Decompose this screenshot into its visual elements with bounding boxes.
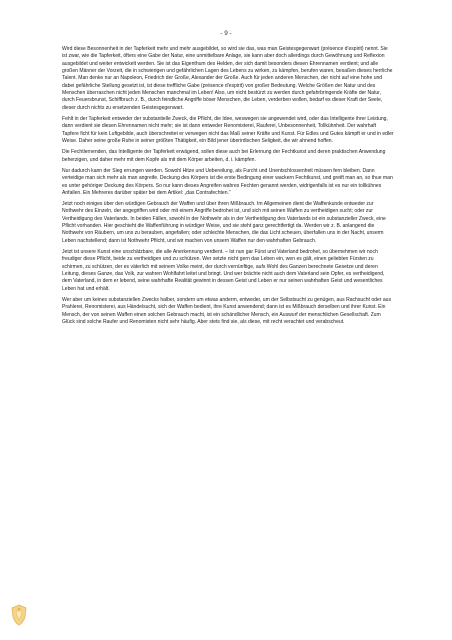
- page-number: - 9 -: [220, 30, 232, 37]
- paragraph-2: Fehlt in der Tapferkeit entweder der substantielle Zweck, die Pflicht, die Idee, weswegen sie angewendet wird, oder das Intelligente ihrer Leistung, dann verdient sie diesen Ehrennamen nicht mehr; sie ist dann entweder Renomisterei, Rauferei, Unbesonnenheit, Tollkühnheit. Der wahrhaft Tapfere ficht für kein Luftgebilde, auch überschreitet er verwegen nicht das Maß seiner Kräfte und Kunst. Für Edles und Gutes kämpft er und in edler Weise. Daher seine große Ruhe in seiner größten Thätigkeit, ein Bild jener überirdischen Seligkeit, die wir ahnend hoffen.: [62, 115, 394, 145]
- paragraph-7: Wer aber um keines substanziellen Zwecks halber, sondern um etwas anderm, entweder, um der Selbstsucht zu genügen, aus Rachsucht oder aus Prahlerei, Renomisterei, aus Händelsucht, sich der Waffen bedient, ihre Kunst anwendend; dann ist es Mißbrauch derselben und ihrer Kunst. Ein Mensch, der von seinen Waffen einen solchen Gebrauch macht, ist ein schändlicher Mensch, ein Auswurf der menschlichen Gesellschaft. Zum Glück sind solche Raufer und Renomisten nicht sehr häufig. Aber stets find sie, als diese, mit recht verachtet und verabscheut.: [62, 297, 391, 326]
- paragraph-5: Jetzt noch einiges über den würdigen Gebrauch der Waffen und über ihren Mißbrauch. Im Allgemeinen dient die Waffenkunde entweder zur Nothwehr des Einzeln, der angegriffen wird oder mit einem Angriffe bedrohet ist, und sich mit seinen Waffen zu vertheidigen sucht; oder zur Vertheidigung des Vaterlands. In beiden Fällen, sowohl in der Nothwehr als in der Vertheidigung des Vaterlands ist ein substanzieller Zweck, eine Pflicht vorhanden. Hier geschieht die Waffenführung in würdiger Weise, und sie steht ganz gerechtfertigt da. Werden wir z. B. anlangend die Nothwehr von Räubern, um uns zu berauben, angefallen; oder schlechte Menschen, die das Licht scheuen, überfallen uns in der Nacht, unserm Leben nachstellend; dann ist Nothwehr Pflicht, und wir machen von unsern Waffen nur den wahrhaften Gebrauch.: [62, 201, 386, 244]
- paragraph-6: Jetzt ist unsere Kunst eine unschätzbare, die alle Anerkennung verdient. – Ist nun gar Fürst und Vaterland bedrohet, so übernehmen wir noch freudiger diese Pflicht, beide zu vertheidigen und zu schützen. Wer setzte nicht gern das Leben ein, wen es gält, einen geliebten Fürsten zu schirmen, zu schützen, der es väterlich mit seinem Volke meint, der durch vernünftige, aufs Wohl des Ganzen berechnete Gesetze und deren Leitung, dieses Ganze, das Volk, zur wahren Wohlfahrt leitet und bringt. Und wer brächte nicht auch dem Vaterland sein Opfer, es vertheidigend, dem Vaterland, in dem er lebend, seine wahrhafte Realität gewinnt in dessen Geist und Leben er nur seinen wahrhaften Geist und wesentliches Leben hat und erhält.: [62, 249, 385, 292]
- paragraph-3: Die Fechtlernenden, das Intelligente der Tapferkeit erwägend, sollen diese auch bei Erlernung der Fechtkunst und deren praktischen Anwendung beherzigen, und daher mehr mit dem Kopfe als mit dem Körper arbeiten, d. i. kämpfen.: [62, 149, 386, 163]
- paragraph-4: Nur dadurch kann der Sieg errungen werden. Sowohl Hitze und Uebereilung, als Furcht und Unentschlossenheit müssen fern bleiben. Dann verteidige man sich mehr als man angreife. Deckung des Körpers ist die erste Bedingung einer wackern Fechtkunst, und greift man an, so thue man es unter gehöriger Deckung des Körpers. So nur kann dieses Angreifen wahres Fechten genannt werden, widrigenfalls ist es nur ein tollkühnes Anfallen. Ein Mehreres darüber später bei dem Artikel: „das Contrafechten.“: [62, 167, 393, 196]
- crest-logo-icon: [10, 604, 28, 626]
- document-body: [62, 46, 394, 330]
- paragraph-1: Wird diese Besonnenheit in der Tapferkeit mehr und mehr ausgebildet, so wird sie das, was man Geistesgegenwart (présence d'espirit) nennt. Sie ist zwar, wie die Tapferkeit, öfters eine Gabe der Natur, eine unmittelbare Anlage, sie kann aber doch allerdings durch Gewöhnung und Reflexion ausgebildet und weiter entwickelt werden. Sie ist das Eigenthum des Helden, der sich damit besonders diesen Ehrennamen verdient; und alle großen Männer der Vorzeit, die in schwierigen und gefährlichen Lagen des Lebens zu wirken, zu kämpfen, berufen waren, besaßen dieses herrliche Talent. Man denke nur an Napoleon, Friedrich der Große, Alexander der Große. Auch für jeden anderen Menschen, der nicht auf eine hohe und dabei gefährliche Stellung gesetzt ist, ist diese treffliche Gabe (présence d'espirit) von großer Bedeutung. Welche Größen der Natur und des Menschen überraschen nicht jeden Menschen manchmal im Leben! Also, um nicht bestürzt zu werden durch gefahrbringende Kräfte der Natur, durch Feuersbrunst, Schiffbruch z. B., durch feindliche Angriffe böser Menschen, die Leben, verderben wollen, bedarf es dieser Kraft der Seele, dieser durch nichts zu ersetzenden Geistesgegenwart.: [62, 46, 393, 111]
